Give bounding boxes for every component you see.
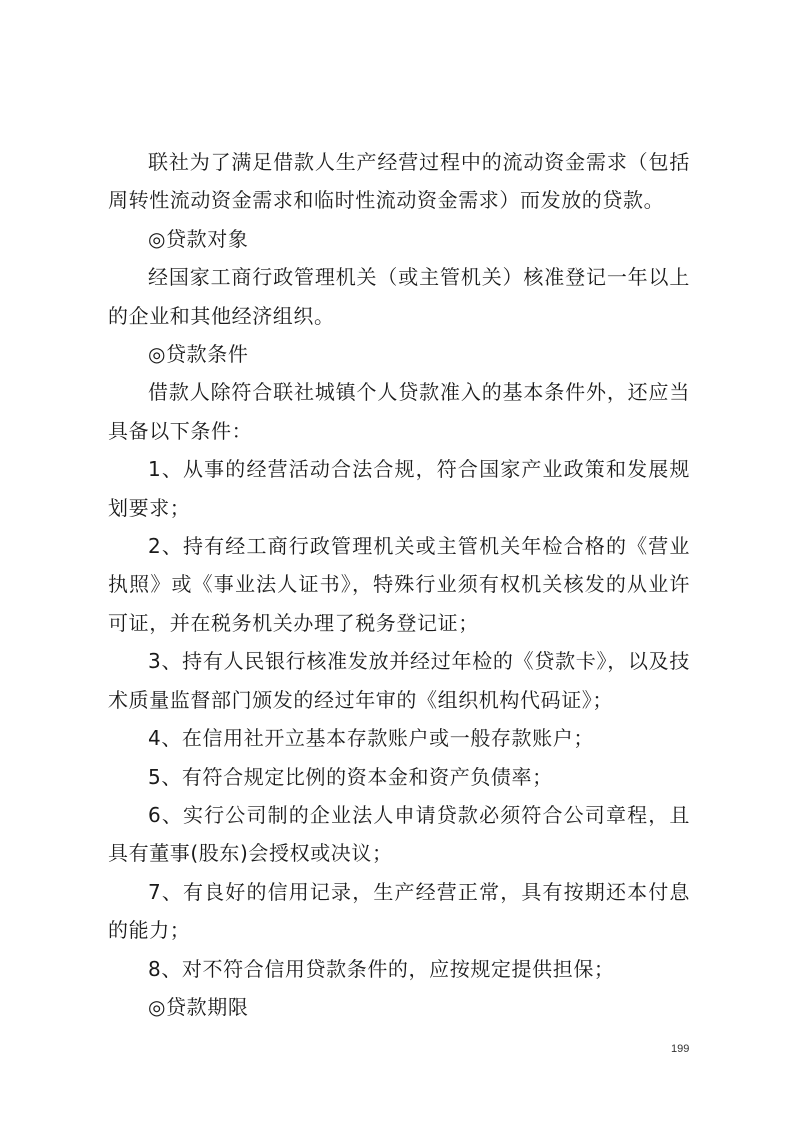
condition-item-3: 3、持有人民银行核准发放并经过年检的《贷款卡》，以及技术质量监督部门颁发的经过年审的《组织机构代码证》； bbox=[108, 649, 690, 712]
condition-item-1: 1、从事的经营活动合法合规，符合国家产业政策和发展规划要求； bbox=[108, 457, 690, 520]
condition-item-6: 6、实行公司制的企业法人申请贷款必须符合公司章程，且具有董事(股东)会授权或决议； bbox=[108, 802, 690, 866]
condition-item-2: 2、持有经工商行政管理机关或主管机关年检合格的《营业执照》或《事业法人证书》，特殊行业须有权机关核发的从业许可证，并在税务机关办理了税务登记证； bbox=[108, 534, 690, 635]
section-heading-loan-term: ◎贷款期限 bbox=[148, 994, 249, 1019]
document-body bbox=[108, 143, 690, 1026]
condition-item-8: 8、对不符合信用贷款条件的，应按规定提供担保； bbox=[148, 956, 615, 981]
page-number: 199 bbox=[671, 1043, 690, 1055]
condition-item-5: 5、有符合规定比例的资本金和资产负债率； bbox=[148, 764, 553, 789]
paragraph-conditions-intro: 借款人除符合联社城镇个人贷款准入的基本条件外，还应当具备以下条件： bbox=[108, 380, 690, 443]
paragraph-loan-target: 经国家工商行政管理机关（或主管机关）核准登记一年以上的企业和其他经济组织。 bbox=[108, 265, 690, 328]
section-heading-loan-conditions: ◎贷款条件 bbox=[148, 342, 249, 367]
paragraph-purpose: 联社为了满足借款人生产经营过程中的流动资金需求（包括周转性流动资金需求和临时性流动资金需求）而发放的贷款。 bbox=[108, 150, 690, 213]
condition-item-7: 7、有良好的信用记录，生产经营正常，具有按期还本付息的能力； bbox=[108, 879, 690, 943]
condition-item-4: 4、在信用社开立基本存款账户或一般存款账户； bbox=[148, 726, 594, 751]
section-heading-loan-target: ◎贷款对象 bbox=[148, 226, 249, 251]
